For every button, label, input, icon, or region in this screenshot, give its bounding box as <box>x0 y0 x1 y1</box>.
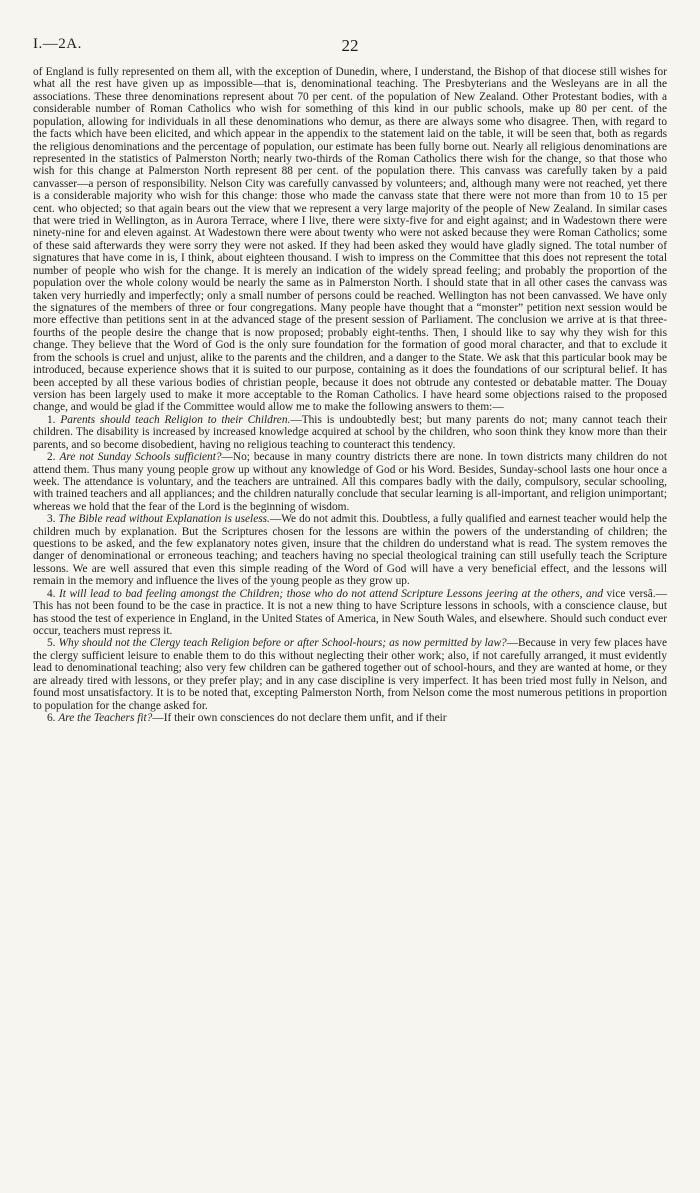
answer-paragraph-3: 3. The Bible read without Explanation is useless.—We do not admit this. Doubtless, a fully qualified and earnest teacher would help the children much by explanation. But the Scriptures chosen for the lessons are within the powers of the understanding of children; the questions to be asked, and the few explanatory notes given, insure that the children do understand what is read. The system removes the danger of denominational or erroneous teaching; and teachers having no special theological training can still usefully teach the Scripture lessons. We are well assured that even this simple reading of the Word of God will have a very beneficial effect, and the lessons will remain in the memory and influence the lives of the young people as they grow up. <box>33 513 667 588</box>
document-reference: I.—2A. <box>33 36 82 52</box>
answer-paragraph-6: 6. Are the Teachers fit?—If their own consciences do not declare them unfit, and if their <box>47 711 447 724</box>
objection-heading: It will lead to bad feeling amongst the Children; those who do not attend Scripture Lessons jeering at the others, and <box>59 587 603 600</box>
body-text <box>33 66 667 724</box>
objection-heading: Are the Teachers fit? <box>58 711 153 724</box>
page-header <box>33 36 667 58</box>
answer-paragraph-5: 5. Why should not the Clergy teach Religion before or after School-hours; as now permitted by law?—Because in very few places have the clergy sufficient leisure to enable them to do this without neglecting their other work; also, if not carefully arranged, it must evidently lead to denominational teaching; also very few children can be gathered together out of school-hours, and they are wanted at home, or they are already tired with lessons, or they prefer play; and in any case discipline is very imperfect. It has been tried most fully in Nelson, and found most unsatisfactory. It is to be noted that, excepting Palmerston North, from Nelson come the most numerous petitions in proportion to population for the change asked for. <box>33 637 667 712</box>
paragraph-intro: of England is fully represented on them all, with the exception of Dunedin, where, I understand, the Bishop of that diocese still wishes for what all the rest have given up as impossible—that is, denominational teaching. The Presbyterians and the Wesleyans are in all the associations. These three denominations represent about 70 per cent. of the population of New Zealand. Other Protestant bodies, with a considerable number of Roman Catholics who wish for something of this kind in our public schools, make up 80 per cent. of the population, allowing for individuals in all these denominations who demur, as there are always some who disagree. Then, with regard to the facts which have been elicited, and which appear in the appendix to the statement laid on the table, it will be seen that, both as regards the religious denominations and the percentage of population, our estimate has been fully borne out. Nearly all religious denominations are represented in the statistics of Palmerston North; nearly two-thirds of the Roman Catholics there wish for the change, so that those who wish for this change at Palmerston North represent 88 per cent. of the population there. This canvass was carefully taken by a paid canvasser—a person of responsibility. Nelson City was carefully canvassed by volunteers; and, although many were not reached, yet there is a considerable majority who wish for this change: those who made the canvass state that there were not more than from 10 to 15 per cent. who objected; so that again bears out the view that we represent a very large majority of the people of New Zealand. In similar cases that were tried in Wellington, as in Aurora Terrace, where I live, there were sixty-five for and eight against; and in Wadestown there were ninety-nine for and eleven against. At Wadestown there were about twenty who were not asked because they were Roman Catholics; some of these said afterwards they were sorry they were not asked. If they had been asked they would have gladly signed. The total number of signatures that have come in is, I think, about eighteen thousand. I wish to impress on the Committee that this does not represent the total number of people who wish for the change. It is merely an indication of the widely spread feeling; and probably the proportion of the population over the whole colony would be nearly the same as in Palmerston North. I should state that in all other cases the canvass was taken very hurriedly and imperfectly; only a small number of persons could be reached. Wellington has not been canvassed. We have only the signatures of the members of three or four congregations. Many people have thought that a “monster” petition next session would be more effective than petitions sent in at the advanced stage of the present session of Parliament. The conclusion we arrive at is that three-fourths of the people desire the change that is now proposed; probably eight-tenths. Then, I should like to say why they wish for this change. They believe that the Word of God is the only sure foundation for the formation of good moral character, and that to exclude it from the schools is cruel and unjust, alike to the parents and the children, and a danger to the State. We ask that this particular book may be introduced, because experience shows that it is suited to our purpose, containing as it does the foundations of our scriptural belief. It has been accepted by all these various bodies of christian people, because it does not obtrude any contested or debatable matter. The Douay version has been largely used to make it more acceptable to the Roman Catholics. I have heard some objections raised to the proposed change, and would be glad if the Committee would allow me to make the following answers to them:— <box>33 66 667 414</box>
objection-heading: Are not Sunday Schools sufficient? <box>59 451 222 464</box>
objection-heading: Why should not the Clergy teach Religion before or after School-hours; as now permitted by law? <box>58 637 507 650</box>
answer-paragraph-4: 4. It will lead to bad feeling amongst the Children; those who do not attend Scripture Lessons jeering at the others, and vice versâ.—This has not been found to be the case in practice. It is not a new thing to have Scripture lessons in schools, with a conscience clause, but has stood the test of experience in England, in the United States of America, in New South Wales, and elsewhere. Should such conduct ever occur, teachers must repress it. <box>33 587 668 637</box>
answer-paragraph-2: 2. Are not Sunday Schools sufficient?—No; because in many country districts there are none. In town districts many children do not attend them. Thus many young people grow up without any knowledge of God or his Word. Besides, Sunday-school lasts one hour once a week. The attendance is voluntary, and the teachers are untrained. All this compares badly with the daily, compulsory, secular schooling, with trained teachers and all appliances; and the children naturally conclude that secular learning is all-important, and religion unimportant; whereas we hold that the fear of the Lord is the beginning of wisdom. <box>33 451 667 513</box>
answer-paragraph-1: 1. Parents should teach Religion to their Children.—This is undoubtedly best; but many parents do not; many cannot teach their children. The disability is increased by increased knowledge acquired at school by the children, who soon think they know more than their parents, and so become disobedient, having no religious teaching to counteract this tendency. <box>33 413 667 451</box>
objection-heading: The Bible read without Explanation is useless. <box>58 513 270 526</box>
page-number: 22 <box>341 36 359 55</box>
objection-heading: Parents should teach Religion to their Children. <box>60 413 291 426</box>
